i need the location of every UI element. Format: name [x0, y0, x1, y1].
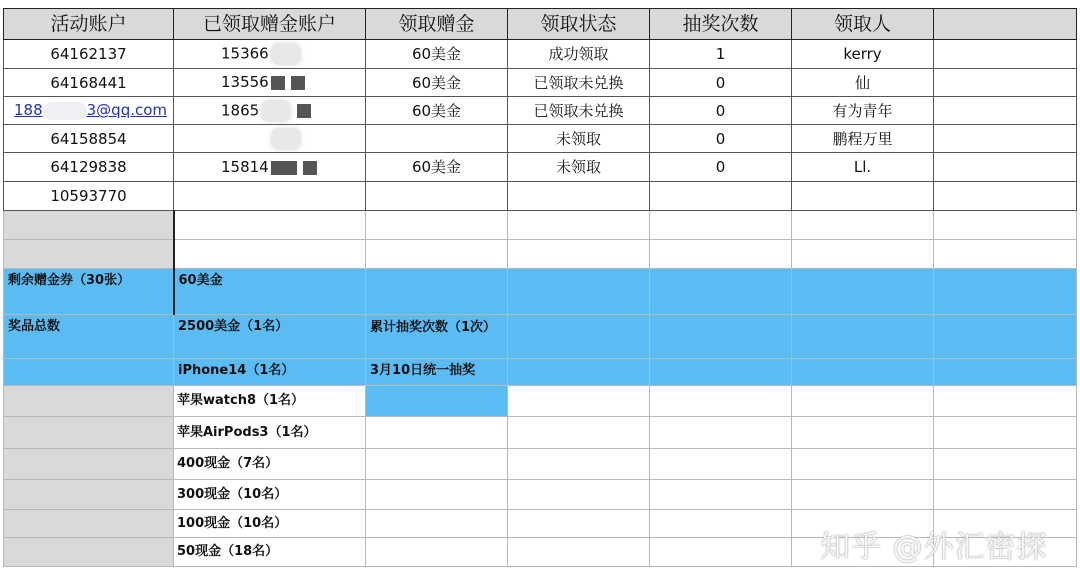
table-row [4, 40, 1077, 69]
cell-empty[interactable] [366, 269, 508, 315]
spreadsheet-table [3, 8, 1077, 567]
prize-cell[interactable]: 苹果watch8（1名） [174, 386, 366, 417]
remaining-label-cell[interactable]: 剩余赠金券（30张） [4, 269, 174, 315]
cell-bonus[interactable] [366, 125, 508, 153]
blank-row [4, 211, 1077, 240]
cell-empty[interactable] [792, 386, 934, 417]
cell-empty[interactable] [174, 240, 366, 269]
cell-claimed-account[interactable] [174, 182, 366, 211]
cell-account-email[interactable] [4, 97, 174, 125]
header-cell-receiver[interactable]: 领取人 [792, 9, 934, 40]
prize-total-label-cell[interactable]: 奖品总数 [4, 315, 174, 359]
header-row [4, 9, 1077, 40]
cell-empty[interactable] [508, 386, 650, 417]
cell-empty[interactable] [934, 182, 1077, 211]
remaining-row [4, 269, 1077, 315]
cell-empty[interactable] [934, 211, 1077, 240]
claimed-account-text: 15814 [221, 157, 269, 176]
cell-empty[interactable] [792, 240, 934, 269]
cell-empty[interactable] [934, 153, 1077, 182]
cell-claimed-account[interactable] [174, 69, 366, 97]
claimed-account-text: 15366 [221, 44, 269, 63]
cell-empty[interactable] [650, 510, 792, 538]
cell-status[interactable] [508, 182, 650, 211]
remaining-value-cell[interactable]: 60美金 [174, 269, 366, 315]
cell-receiver[interactable]: Ll. [792, 153, 934, 182]
cell-draws[interactable]: 1 [650, 40, 792, 69]
cell-empty[interactable] [934, 417, 1077, 449]
cell-empty[interactable] [792, 269, 934, 315]
prize-row [4, 417, 1077, 449]
cell-empty[interactable] [792, 417, 934, 449]
cell-empty[interactable] [792, 449, 934, 480]
prize-cell[interactable]: 100现金（10名） [174, 510, 366, 538]
cumulative-draws-cell[interactable]: 累计抽奖次数（1次） [366, 315, 508, 359]
cell-claimed-account[interactable] [174, 97, 366, 125]
prize-cell[interactable]: iPhone14（1名） [174, 359, 366, 386]
cell-empty[interactable] [508, 211, 650, 240]
cell-account[interactable]: 64158854 [4, 125, 174, 153]
cell-empty[interactable] [934, 269, 1077, 315]
table-row [4, 125, 1077, 153]
cell-empty[interactable] [508, 538, 650, 567]
cell-receiver[interactable]: 仙 [792, 69, 934, 97]
grey-cell[interactable] [4, 480, 174, 510]
prize-total-row [4, 315, 1077, 359]
cell-receiver[interactable]: kerry [792, 40, 934, 69]
cell-status[interactable]: 已领取未兑换 [508, 69, 650, 97]
cell-receiver[interactable]: 有为青年 [792, 97, 934, 125]
grey-cell[interactable] [4, 211, 174, 240]
prize-row [4, 359, 1077, 386]
watermark-text: 知乎 @外汇密探 [820, 530, 1048, 565]
cell-empty[interactable] [650, 315, 792, 359]
cell-empty[interactable] [508, 315, 650, 359]
header-cell-status[interactable]: 领取状态 [508, 9, 650, 40]
cell-empty[interactable] [508, 240, 650, 269]
highlight-cell[interactable] [366, 386, 508, 417]
cell-draws[interactable]: 0 [650, 69, 792, 97]
prize-row [4, 386, 1077, 417]
cell-empty[interactable] [934, 40, 1077, 69]
cell-empty[interactable] [366, 240, 508, 269]
cell-empty[interactable] [508, 449, 650, 480]
cell-empty[interactable] [934, 125, 1077, 153]
cell-account[interactable]: 10593770 [4, 182, 174, 211]
blank-row [4, 240, 1077, 269]
redaction-blur [261, 100, 317, 122]
cell-empty[interactable] [508, 359, 650, 386]
cell-empty[interactable] [650, 359, 792, 386]
cell-empty[interactable] [366, 538, 508, 567]
cell-empty[interactable] [650, 269, 792, 315]
grey-cell[interactable] [4, 510, 174, 538]
cell-empty[interactable] [366, 449, 508, 480]
draw-date-cell[interactable]: 3月10日统一抽奖 [366, 359, 508, 386]
header-cell-draws[interactable]: 抽奖次数 [650, 9, 792, 40]
prize-cell[interactable]: 苹果AirPods3（1名） [174, 417, 366, 449]
table-row [4, 69, 1077, 97]
cell-receiver[interactable] [792, 182, 934, 211]
header-cell-activity-account[interactable]: 活动账户 [4, 9, 174, 40]
cell-empty[interactable] [4, 359, 174, 386]
cell-empty[interactable] [650, 240, 792, 269]
prize-row [4, 449, 1077, 480]
cell-empty[interactable] [934, 315, 1077, 359]
cell-empty[interactable] [508, 417, 650, 449]
cell-account[interactable]: 64168441 [4, 69, 174, 97]
prize-cell[interactable]: 50现金（18名） [174, 538, 366, 567]
cell-empty[interactable] [934, 97, 1077, 125]
email-link[interactable]: 188 3@qq.com [14, 101, 168, 120]
cell-empty[interactable] [366, 480, 508, 510]
cell-empty[interactable] [650, 417, 792, 449]
cell-claimed-account[interactable] [174, 153, 366, 182]
cell-bonus[interactable]: 60美金 [366, 153, 508, 182]
cell-empty[interactable] [366, 211, 508, 240]
cell-account[interactable]: 64129838 [4, 153, 174, 182]
grey-cell[interactable] [4, 386, 174, 417]
table-row [4, 97, 1077, 125]
cell-status[interactable]: 已领取未兑换 [508, 97, 650, 125]
cell-draws[interactable]: 0 [650, 153, 792, 182]
cell-empty[interactable] [174, 211, 366, 240]
table-row [4, 153, 1077, 182]
cell-empty[interactable] [934, 480, 1077, 510]
cell-empty[interactable] [366, 417, 508, 449]
grey-cell[interactable] [4, 449, 174, 480]
prize-cell[interactable]: 400现金（7名） [174, 449, 366, 480]
cell-bonus[interactable]: 60美金 [366, 40, 508, 69]
cell-claimed-account[interactable] [174, 40, 366, 69]
cell-empty[interactable] [792, 480, 934, 510]
claimed-account-text: 13556 [221, 73, 269, 92]
claimed-account-text: 1865 [221, 101, 260, 119]
header-cell-claimed-account[interactable]: 已领取赠金账户 [174, 9, 366, 40]
table-row [4, 182, 1077, 211]
cell-empty[interactable] [934, 69, 1077, 97]
redaction-blur [271, 158, 323, 176]
grey-cell[interactable] [4, 417, 174, 449]
prize-row [4, 480, 1077, 510]
redaction-blur [271, 43, 307, 65]
cell-status[interactable]: 未领取 [508, 125, 650, 153]
cell-empty[interactable] [366, 510, 508, 538]
cell-receiver[interactable]: 鹏程万里 [792, 125, 934, 153]
cell-bonus[interactable] [366, 182, 508, 211]
prize-cell[interactable]: 2500美金（1名） [174, 315, 366, 359]
prize-cell[interactable]: 300现金（10名） [174, 480, 366, 510]
cell-empty[interactable] [934, 240, 1077, 269]
cell-bonus[interactable]: 60美金 [366, 69, 508, 97]
cell-draws[interactable]: 0 [650, 97, 792, 125]
header-cell-bonus[interactable]: 领取赠金 [366, 9, 508, 40]
grey-cell[interactable] [4, 240, 174, 269]
cell-empty[interactable] [508, 269, 650, 315]
cell-empty[interactable] [934, 386, 1077, 417]
cell-draws[interactable] [650, 182, 792, 211]
cell-empty[interactable] [650, 449, 792, 480]
cell-empty[interactable] [792, 315, 934, 359]
grey-cell[interactable] [4, 538, 174, 567]
cell-empty[interactable] [792, 211, 934, 240]
cell-empty[interactable] [650, 211, 792, 240]
cell-empty[interactable] [508, 510, 650, 538]
header-cell-empty[interactable] [934, 9, 1077, 40]
redaction-blur [43, 102, 87, 120]
cell-empty[interactable] [792, 359, 934, 386]
redaction-blur [271, 74, 311, 92]
cell-empty[interactable] [508, 480, 650, 510]
cell-status[interactable]: 成功领取 [508, 40, 650, 69]
cell-empty[interactable] [650, 386, 792, 417]
cell-empty[interactable] [934, 449, 1077, 480]
cell-bonus[interactable]: 60美金 [366, 97, 508, 125]
cell-empty[interactable] [650, 538, 792, 567]
cell-account[interactable]: 64162137 [4, 40, 174, 69]
cell-empty[interactable] [650, 480, 792, 510]
cell-status[interactable]: 未领取 [508, 153, 650, 182]
cell-empty[interactable] [934, 359, 1077, 386]
redaction-blur [271, 128, 307, 150]
cell-draws[interactable]: 0 [650, 125, 792, 153]
cell-claimed-account[interactable] [174, 125, 366, 153]
